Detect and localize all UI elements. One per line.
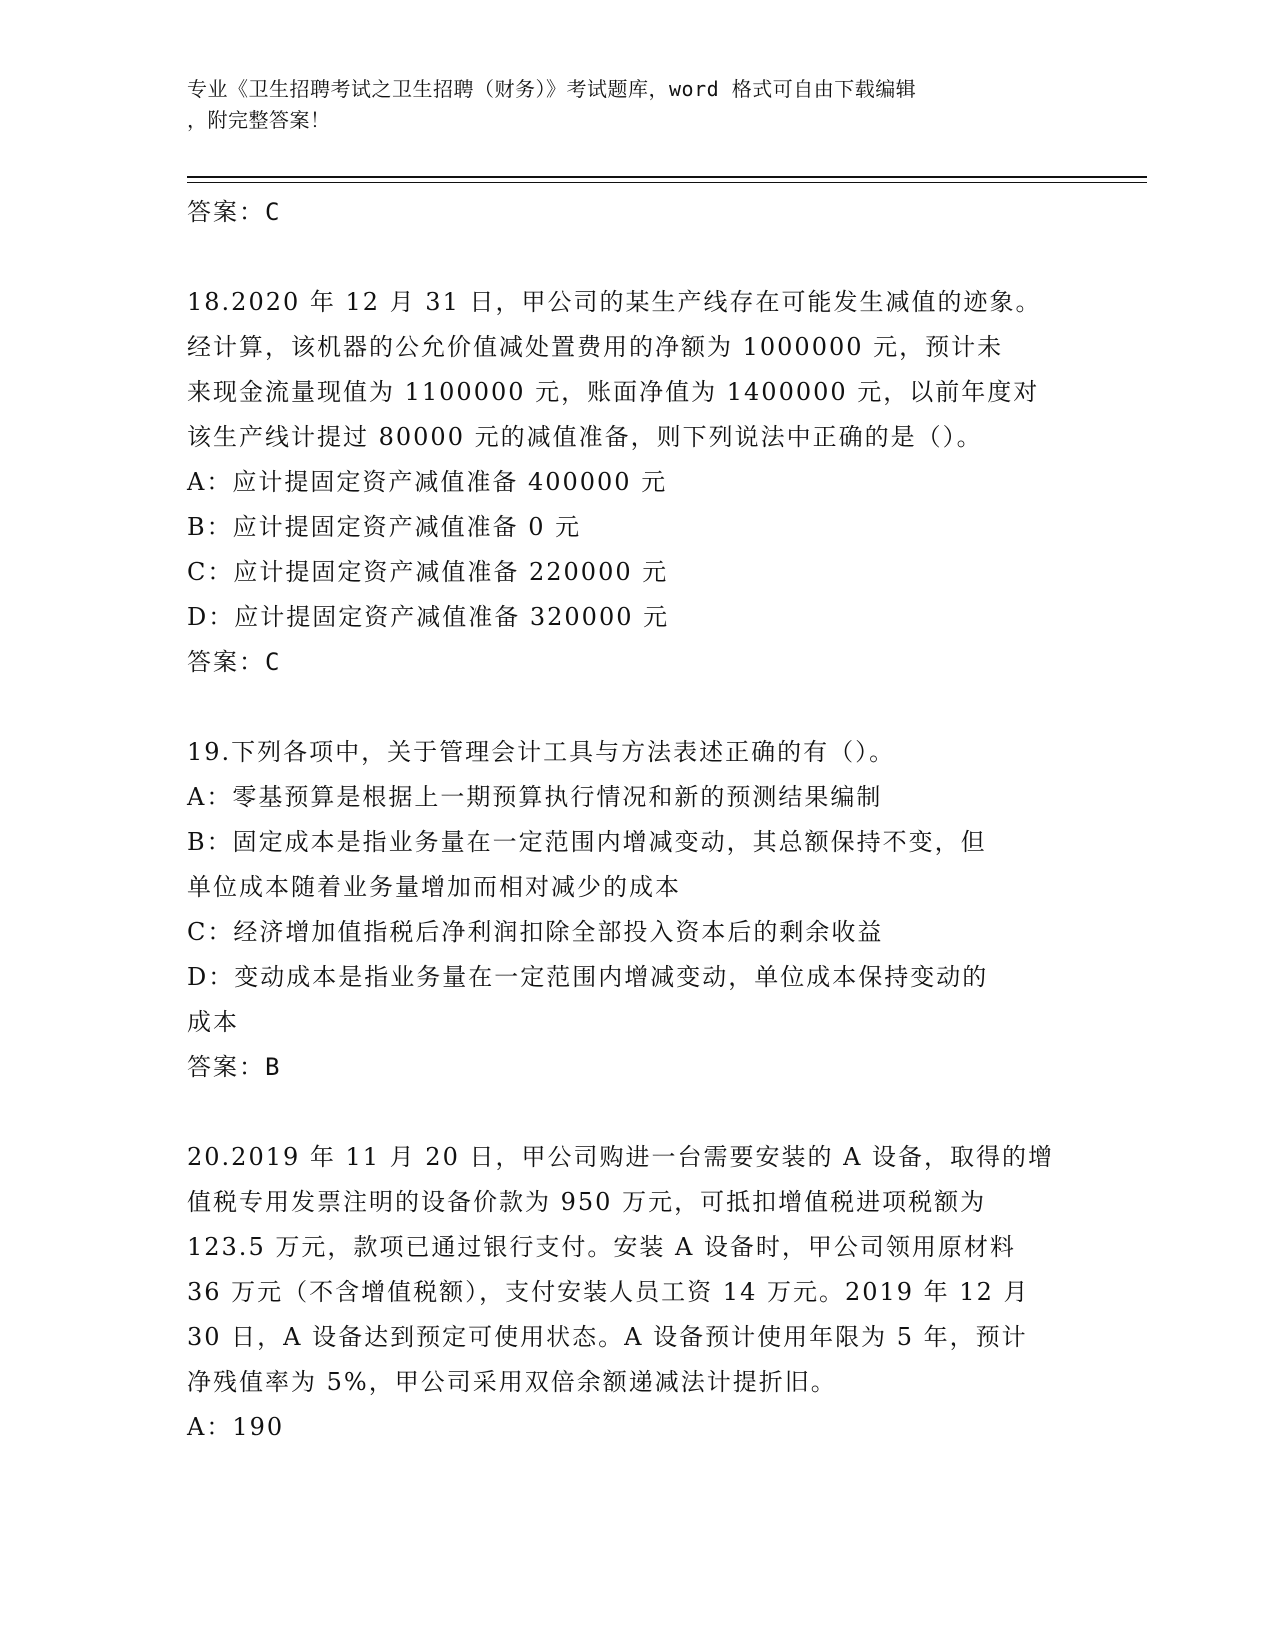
- answer-18: 答案：C: [187, 648, 282, 676]
- question-text-line: 来现金流量现值为 1100000 元，账面净值为 1400000 元，以前年度对: [187, 378, 1040, 406]
- question-text-line: 30 日，A 设备达到预定可使用状态。A 设备预计使用年限为 5 年，预计: [187, 1323, 1028, 1351]
- question-text-line: 值税专用发票注明的设备价款为 950 万元，可抵扣增值税进项税额为: [187, 1188, 987, 1216]
- header-line-2: ，附完整答案！: [187, 108, 331, 132]
- page-header: [187, 74, 1087, 136]
- question-text-line: 19.下列各项中，关于管理会计工具与方法表述正确的有（）。: [187, 738, 896, 766]
- question-text-line: 该生产线计提过 80000 元的减值准备，则下列说法中正确的是（）。: [187, 423, 983, 451]
- header-divider-thin: [187, 182, 1147, 183]
- question-text-line: 123.5 万元，款项已通过银行支付。安装 A 设备时，甲公司领用原材料: [187, 1233, 1016, 1261]
- option-c: C：应计提固定资产减值准备 220000 元: [187, 558, 669, 586]
- option-c: C：经济增加值指税后净利润扣除全部投入资本后的剩余收益: [187, 918, 884, 946]
- option-b: B：应计提固定资产减值准备 0 元: [187, 513, 582, 541]
- document-body: [187, 190, 1077, 1450]
- option-d-continued: 成本: [187, 1008, 239, 1036]
- header-line-1: 专业《卫生招聘考试之卫生招聘（财务）》考试题库，word 格式可自由下载编辑: [187, 77, 917, 101]
- answer-previous: 答案：C: [187, 198, 282, 226]
- question-text-line: 36 万元（不含增值税额），支付安装人员工资 14 万元。2019 年 12 月: [187, 1278, 1030, 1306]
- question-text-line: 净残值率为 5%，甲公司采用双倍余额递减法计提折旧。: [187, 1368, 837, 1396]
- option-b-continued: 单位成本随着业务量增加而相对减少的成本: [187, 873, 681, 901]
- question-text-line: 经计算，该机器的公允价值减处置费用的净额为 1000000 元，预计未: [187, 333, 1004, 361]
- option-d: D：变动成本是指业务量在一定范围内增减变动，单位成本保持变动的: [187, 963, 989, 991]
- question-text-line: 20.2019 年 11 月 20 日，甲公司购进一台需要安装的 A 设备，取得的增: [187, 1143, 1055, 1171]
- option-a: A：应计提固定资产减值准备 400000 元: [187, 468, 668, 496]
- question-text-line: 18.2020 年 12 月 31 日，甲公司的某生产线存在可能发生减值的迹象。: [187, 288, 1042, 316]
- answer-19: 答案：B: [187, 1053, 282, 1081]
- header-divider-thick: [187, 176, 1147, 178]
- option-b: B：固定成本是指业务量在一定范围内增减变动，其总额保持不变，但: [187, 828, 987, 856]
- option-a: A：零基预算是根据上一期预算执行情况和新的预测结果编制: [187, 783, 883, 811]
- question-18: [187, 280, 1077, 685]
- option-a: A：190: [187, 1413, 285, 1441]
- question-19: [187, 730, 1077, 1090]
- option-d: D：应计提固定资产减值准备 320000 元: [187, 603, 670, 631]
- question-20: [187, 1135, 1077, 1450]
